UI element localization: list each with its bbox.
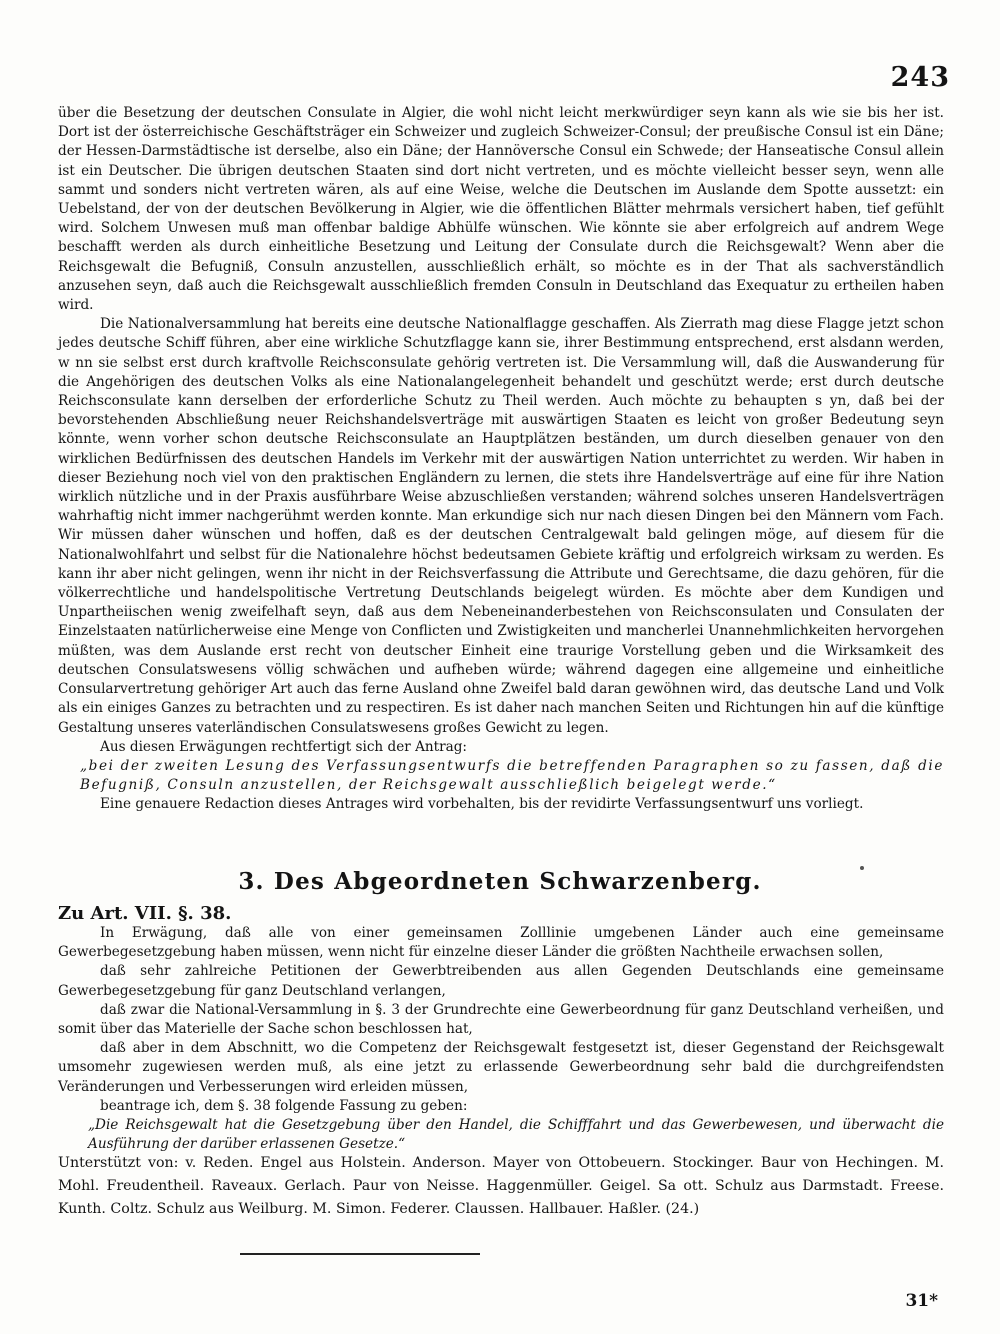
motion-quote: „bei der zweiten Lesung des Verfassungsentwurfs die betreffenden Paragraphen so zu fassen, daß die Befugniß, Consuln anzustellen, der Reichsgewalt ausschließlich beigelegt werde.“ [80, 757, 944, 794]
page-number: 243 [890, 62, 950, 93]
paragraph: daß aber in dem Abschnitt, wo die Competenz der Reichsgewalt festgesetzt ist, dieser Gegenstand der Reichsgewalt umsomehr zugewiesen werden muß, als eine jetzt zu erlassende Gewerbeordnung sehr bald die durchgreifendsten Veränderungen und Verbesserungen wird erleiden müssen, [58, 1040, 944, 1095]
main-text [58, 104, 944, 815]
article-reference: Zu Art. VII. §. 38. [58, 903, 232, 924]
paragraph: daß zwar die National-Versammlung in §. 3 der Grundrechte eine Gewerbeordnung für ganz Deutschland verheißen, und somit über das Materielle der Sache schon beschlossen hat, [58, 1001, 944, 1038]
signature-mark: 31* [905, 1291, 938, 1311]
paragraph: daß sehr zahlreiche Petitionen der Gewerbtreibenden aus allen Gegenden Deutschlands eine gemeinsame Gewerbegesetzgebung für ganz Deutschland verlangen, [58, 963, 944, 999]
paragraph: Eine genauere Redaction dieses Antrages wird vorbehalten, bis der revidirte Verfassungsentwurf uns vorliegt. [100, 796, 864, 813]
section-text [58, 924, 944, 1154]
supporters-list: Unterstützt von: v. Reden. Engel aus Holstein. Anderson. Mayer von Ottobeuern. Stockinger. Baur von Hechingen. M. Mohl. Freudentheil. Raveaux. Gerlach. Paur von Neisse. Haggenmüller. Geigel. Sa ott. Schulz aus Darmstadt. Freese. Kunth. Coltz. Schulz aus Weilburg. M. Simon. Federer. Claussen. Hallbauer. Haßler. (24.) [58, 1155, 944, 1217]
section-heading: 3. Des Abgeordneten Schwarzenberg. [238, 868, 762, 895]
paragraph: über die Besetzung der deutschen Consulate in Algier, die wohl nicht leicht merkwürdiger seyn kann als wie sie bis her ist. Dort ist der österreichische Geschäftsträger ein Schweizer und zugleich Schweizer-Consul; der preußische Consul ist ein Däne; der Hessen-Darmstädtische ist derselbe, also ein Däne; der Hannöversche Consul ein Schwede; der Hanseatische Consul allein ist ein Deutscher. Die übrigen deutschen Staaten sind dort nicht vertreten, und es möchte vielleicht besser seyn, wenn alle sammt und sonders nicht vertreten wären, als auf eine Weise, welche die Deutschen im Auslande dem Spotte aussetzt: ein Uebelstand, der von der deutschen Bevölkerung in Algier, wie die öffentlichen Blätter mehrmals versichert haben, tief gefühlt wird. Solchem Unwesen muß man offenbar baldige Abhülfe wünschen. Wie könnte sie aber erfolgreich auf andrem Wege beschafft werden als durch einheitliche Besetzung und Leitung der Consulate durch die Reichsgewalt? Wenn aber die Reichsgewalt die Befugniß, Consuln anzustellen, ausschließlich erhält, so möchte es in der That als sachverständlich anzusehen seyn, daß auch die Reichsgewalt ausschließlich fremden Consuln in Deutschland das Exequatur zu ertheilen haben wird. [58, 105, 944, 314]
paragraph: Aus diesen Erwägungen rechtfertigt sich der Antrag: [100, 738, 467, 755]
motion-quote: „Die Reichsgewalt hat die Gesetzgebung über den Handel, die Schifffahrt und das Gewerbewesen, und überwacht die Ausführung der darüber erlassenen Gesetze.“ [88, 1117, 944, 1153]
paragraph: beantrage ich, dem §. 38 folgende Fassung zu geben: [100, 1097, 468, 1114]
paragraph: Die Nationalversammlung hat bereits eine deutsche Nationalflagge geschaffen. Als Zierrath mag diese Flagge jetzt schon jedes deutsche Schiff führen, aber eine wirkliche Schutzflagge kann sie, ihrer Bestimmung entsprechend, erst alsdann werden, w nn sie selbst erst durch kraftvolle Reichsconsulate gehörig vertreten ist. Die Versammlung will, daß die Auswanderung für die Angehörigen des deutschen Volks als eine Nationalangelegenheit behandelt und geschützt werde; erst durch deutsche Reichsconsulate kann derselben der erforderliche Schutz zu Theil werden. Auch möchte zu behaupten s yn, daß bei der bevorstehenden Abschließung neuer Reichshandelsverträge mit auswärtigen Staaten es leicht von großer Bedeutung seyn könnte, wenn vorher schon deutsche Reichsconsulate an Hauptplätzen beständen, um durch dieselben genauer von den wirklichen Bedürfnissen des deutschen Handels im Verkehr mit der auswärtigen Nation unterrichtet zu werden. Wir haben in dieser Beziehung noch viel von den praktischen Engländern zu lernen, die stets ihre Handelsverträge auf eine für ihre Nation wirklich nützliche und in der Praxis ausführbare Weise abzuschließen verstanden; während solches unseren Handelsverträgen wahrhaftig nicht immer nachgerühmt werden konnte. Man erkundige sich nur nach diesen Dingen bei den Männern vom Fach. Wir müssen daher wünschen und hoffen, daß es der deutschen Centralgewalt bald gelingen möge, auf diesem für die Nationalwohlfahrt und selbst für die Nationalehre höchst bedeutsamen Gebiete kräftig und erfolgreich wirksam zu werden. Es kann ihr aber nicht gelingen, wenn ihr nicht in der Reichsverfassung die Attribute und Gerechtsame, die dazu gehören, für die völkerrechtliche und handelspolitische Vertretung Deutschlands beigelegt würden. Es möchte aber dem Kundigen und Unpartheiischen wenig zweifelhaft seyn, daß aus dem Nebeneinanderbestehen von Reichsconsulaten und Consulaten der Einzelstaaten natürlicherweise eine Menge von Conflicten und Zwistigkeiten und mancherlei Unannehmlichkeiten hervorgehen müßten, was dem Auslande erst recht von deutscher Einheit eine traurige Vorstellung geben und die Wirksamkeit des deutschen Consulatswesens völlig schwächen und aufheben würde; während dagegen eine allgemeine und einheitliche Consularvertretung gehöriger Art auch das ferne Ausland ohne Zweifel bald daran gewöhnen wird, das deutsche Land und Volk als ein einiges Ganzes zu betrachten und zu respectiren. Es ist daher nach manchen Seiten und Richtungen hin auf die künftige Gestaltung unseres vaterländischen Consulatswesens großes Gewicht zu legen. [58, 316, 944, 736]
paragraph: In Erwägung, daß alle von einer gemeinsamen Zolllinie umgebenen Länder auch eine gemeinsame Gewerbegesetzgebung haben müssen, wenn nicht für einzelne dieser Länder die größten Nachtheile erwachsen sollen, [58, 925, 944, 961]
footer-rule [240, 1253, 480, 1255]
